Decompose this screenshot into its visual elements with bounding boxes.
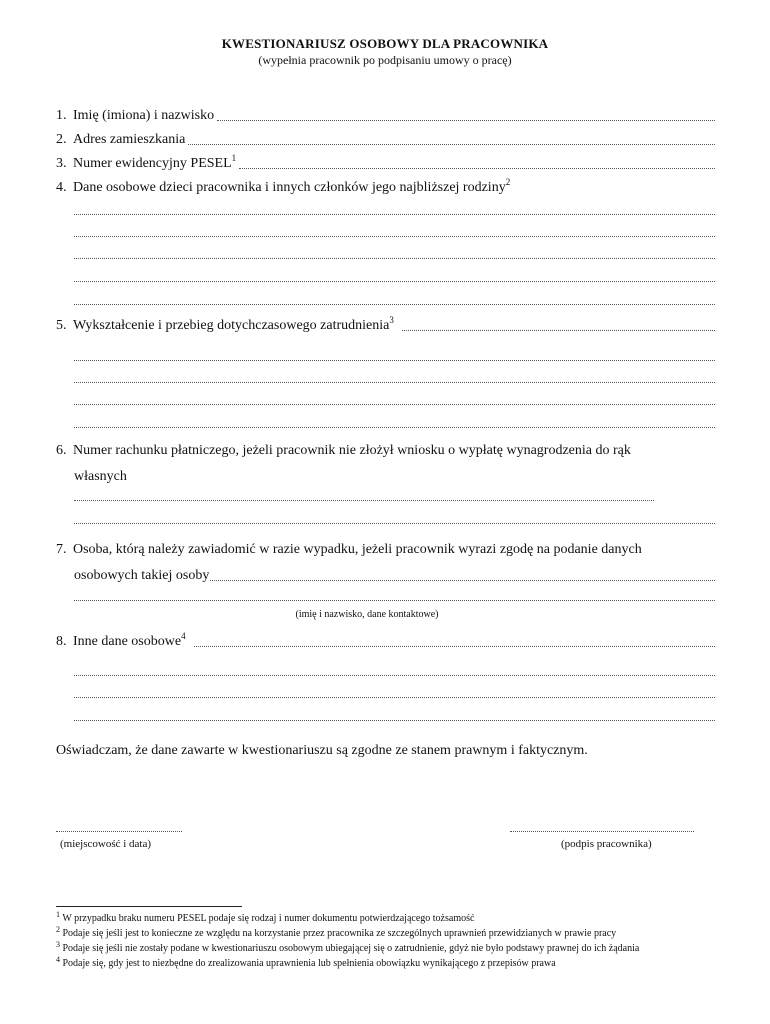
family-field-line-3[interactable] — [74, 258, 715, 259]
footnote-ref: 4 — [181, 631, 186, 641]
item-7-line-2 — [74, 568, 715, 584]
field-caption: (imię i nazwisko, dane kontaktowe) — [295, 609, 439, 620]
address-field[interactable] — [188, 143, 715, 145]
emergency-contact-field[interactable] — [210, 579, 715, 581]
footnote-3 — [56, 940, 640, 954]
item-number: 1. — [56, 108, 67, 123]
family-field-line-5[interactable] — [74, 304, 715, 305]
item-label-text: Dane osobowe dzieci pracownika i innych członków jego najbliższej rodziny — [73, 180, 506, 195]
item-6-bank-account — [56, 443, 715, 459]
place-date-field[interactable] — [56, 831, 182, 832]
item-label-continuation: osobowych takiej osoby — [74, 568, 210, 583]
education-field-line-3[interactable] — [74, 404, 715, 405]
place-date-label: (miejscowość i data) — [60, 838, 152, 850]
emergency-contact-field-line-2[interactable] — [74, 600, 715, 601]
item-label-continuation: własnych — [74, 469, 127, 484]
footnote-mark: 2 — [56, 925, 60, 934]
item-number: 6. — [56, 443, 67, 458]
item-4-family — [56, 177, 715, 196]
item-number: 5. — [56, 318, 67, 333]
name-field[interactable] — [217, 119, 715, 121]
other-data-field-line-3[interactable] — [74, 720, 715, 721]
family-field-line-1[interactable] — [74, 214, 715, 215]
item-3-pesel — [56, 153, 715, 172]
education-field-line-2[interactable] — [74, 382, 715, 383]
item-number: 8. — [56, 634, 67, 649]
item-label: Imię (imiona) i nazwisko — [73, 108, 215, 123]
item-1-name — [56, 108, 715, 124]
item-number: 7. — [56, 542, 67, 557]
other-data-field-line-2[interactable] — [74, 697, 715, 698]
footnote-ref: 1 — [231, 153, 237, 163]
footnote-2 — [56, 925, 617, 939]
footnote-ref: 2 — [505, 177, 511, 187]
item-label: Osoba, którą należy zawiadomić w razie wypadku, jeżeli pracownik wyrazi zgodę na podanie danych — [73, 542, 642, 557]
family-field-line-2[interactable] — [74, 236, 715, 237]
footnote-text: Podaje się, gdy jest to niezbędne do zrealizowania uprawnienia lub spełnienia obowiązku wynikającego z przepisów prawa — [62, 958, 556, 969]
item-8-other-data — [56, 631, 715, 650]
other-data-field[interactable] — [194, 645, 715, 647]
footnote-text: Podaje się jeśli nie zostały podane w kwestionariuszu osobowym ubiegającej się o zatrudnienie, gdyż nie było podstawy prawnej do ich żądania — [62, 943, 640, 954]
footnote-text: Podaje się jeśli jest to konieczne ze względu na korzystanie przez pracownika ze szczególnych uprawnień przewidzianych w prawie pracy — [62, 928, 617, 939]
item-2-address — [56, 132, 715, 148]
item-label — [73, 153, 237, 172]
item-number: 2. — [56, 132, 67, 147]
signature-field[interactable] — [510, 831, 694, 832]
signature-label: (podpis pracownika) — [561, 838, 652, 850]
footnote-mark: 1 — [56, 910, 60, 919]
family-field-line-4[interactable] — [74, 281, 715, 282]
footnote-1 — [56, 910, 475, 924]
education-field[interactable] — [402, 329, 715, 331]
footnote-text: W przypadku braku numeru PESEL podaje się rodzaj i numer dokumentu potwierdzającego tożsamość — [62, 913, 475, 924]
item-label-text: Inne dane osobowe — [73, 634, 182, 649]
footnote-ref: 3 — [389, 315, 394, 325]
item-label — [73, 177, 511, 196]
item-number: 3. — [56, 156, 67, 171]
item-label: Numer rachunku płatniczego, jeżeli pracownik nie złożył wniosku o wypłatę wynagrodzenia do rąk — [73, 443, 631, 458]
declaration-text: Oświadczam, że dane zawarte w kwestionariuszu są zgodne ze stanem prawnym i faktycznym. — [56, 743, 588, 758]
item-label-text: Numer ewidencyjny PESEL — [73, 156, 232, 171]
item-7-emergency-contact — [56, 542, 715, 558]
bank-account-field-line-1[interactable] — [74, 500, 654, 501]
item-number: 4. — [56, 180, 67, 195]
item-label-text: Wykształcenie i przebieg dotychczasowego zatrudnienia — [73, 318, 390, 333]
document-subtitle: (wypełnia pracownik po podpisaniu umowy o pracę) — [258, 53, 512, 67]
education-field-line-1[interactable] — [74, 360, 715, 361]
footnote-mark: 4 — [56, 955, 60, 964]
item-label: Adres zamieszkania — [73, 132, 186, 147]
footnote-4 — [56, 955, 556, 969]
bank-account-field-line-2[interactable] — [74, 523, 715, 524]
footnote-divider — [56, 906, 242, 907]
document-title: KWESTIONARIUSZ OSOBOWY DLA PRACOWNIKA — [221, 36, 549, 51]
footnote-mark: 3 — [56, 940, 60, 949]
item-label — [73, 631, 186, 650]
item-label — [73, 315, 394, 334]
education-field-line-4[interactable] — [74, 427, 715, 428]
pesel-field[interactable] — [239, 167, 715, 169]
other-data-field-line-1[interactable] — [74, 675, 715, 676]
item-5-education — [56, 315, 715, 334]
